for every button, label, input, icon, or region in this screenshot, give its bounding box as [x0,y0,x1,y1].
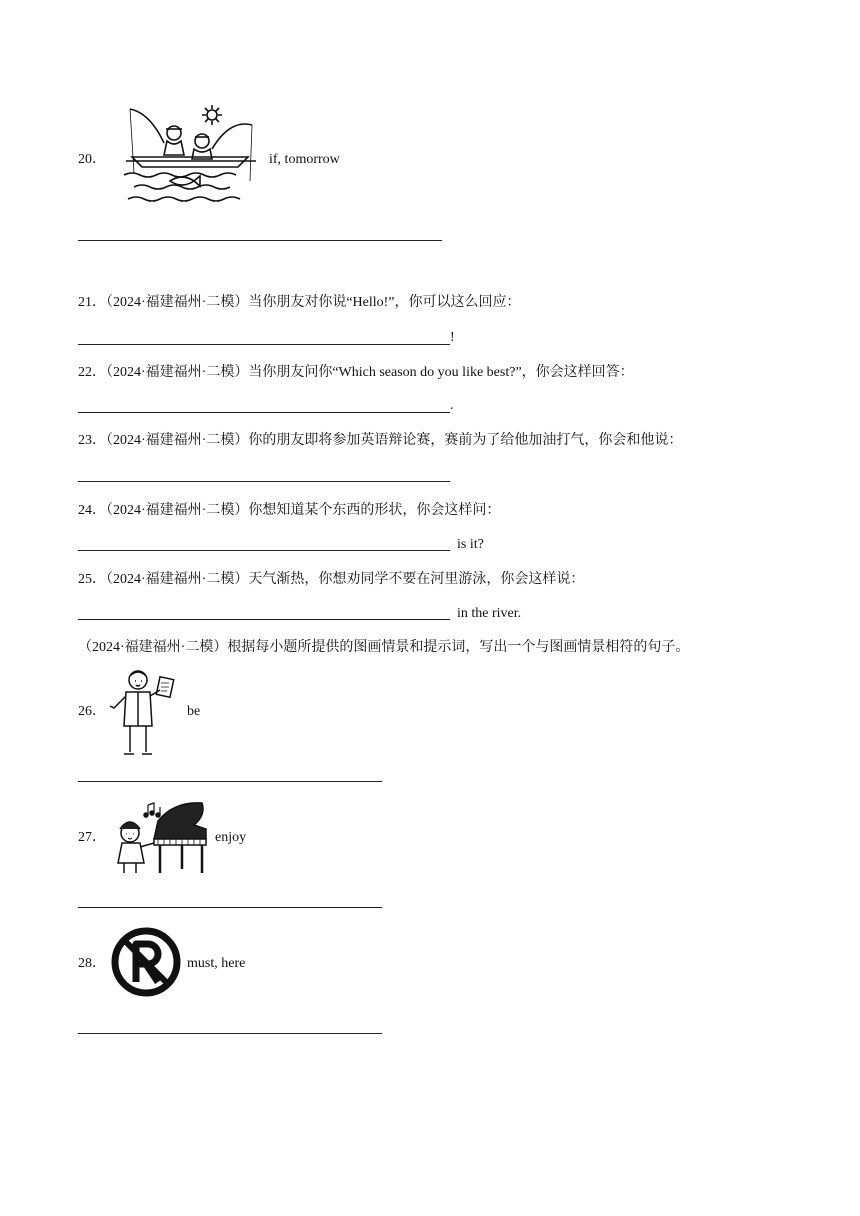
fishing-picture [120,103,260,211]
q21-suffix: ! [450,330,455,345]
q25-suffix: in the river. [457,606,522,621]
q24-answer-line[interactable] [78,550,450,551]
q21-answer-line[interactable] [78,344,450,345]
q20-answer-line[interactable] [78,240,442,241]
q26-hint: be [187,704,201,719]
q20-hint: if, tomorrow [269,152,340,167]
q22-answer-line[interactable] [78,412,450,413]
q26-answer-line[interactable] [78,781,382,782]
q27-number: 27． [78,830,106,845]
q28-answer-line[interactable] [78,1033,382,1034]
q28-number: 28． [78,956,106,971]
q26-number: 26． [78,704,106,719]
q20-number: 20． [78,152,106,167]
no-parking-sign-picture [110,926,182,998]
q27-hint: enjoy [215,830,247,845]
q21-prompt: 21．（2024·福建福州·二模）当你朋友对你说“Hello!”，你可以这么回应： [78,295,521,310]
q25-answer-line[interactable] [78,619,450,620]
piano-picture [114,799,210,877]
q23-answer-line[interactable] [78,481,450,482]
q25-prompt: 25．（2024·福建福州·二模）天气渐热，你想劝同学不要在河里游泳，你会这样说： [78,572,585,587]
q27-answer-line[interactable] [78,907,382,908]
q24-prompt: 24．（2024·福建福州·二模）你想知道某个东西的形状，你会这样问： [78,503,501,518]
q22-suffix: . [450,398,454,413]
q24-suffix: is it? [457,537,484,552]
doctor-picture [108,668,180,758]
q28-hint: must, here [187,956,246,971]
q23-prompt: 23．（2024·福建福州·二模）你的朋友即将参加英语辩论赛，赛前为了给他加油打气，你会和他说： [78,433,683,448]
q22-prompt: 22．（2024·福建福州·二模）当你朋友问你“Which season do you like best?”，你会这样回答： [78,365,634,380]
section-instruction: （2024·福建福州·二模）根据每小题所提供的图画情景和提示词，写出一个与图画情景相符的句子。 [78,640,690,655]
